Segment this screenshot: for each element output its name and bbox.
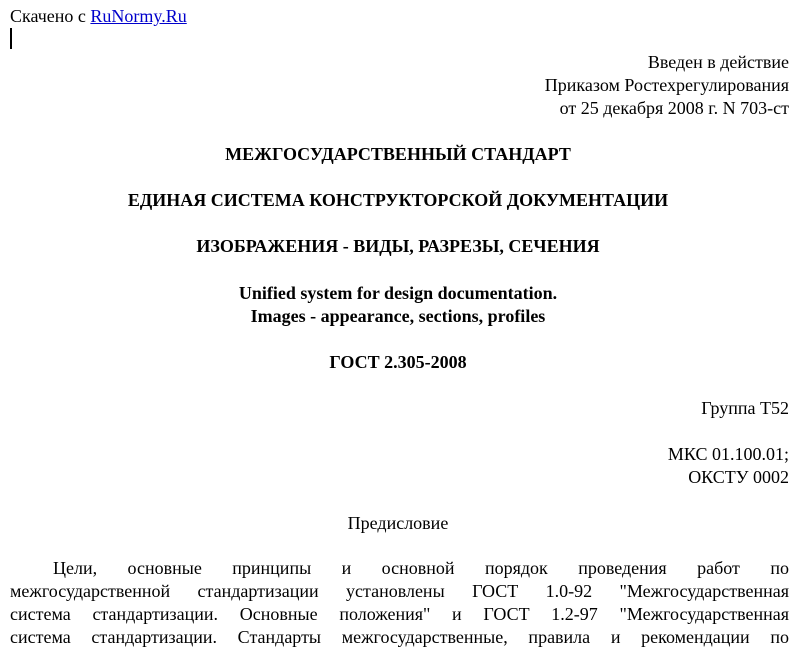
foreword-line: система стандартизации. Стандарты межгосударственные, правила и рекомендации по [10,627,789,647]
english-title-line-1: Unified system for design documentation. [238,283,558,303]
download-source-line [10,5,187,28]
subject-title: ИЗОБРАЖЕНИЯ - ВИДЫ, РАЗРЕЗЫ, СЕЧЕНИЯ [196,236,600,256]
foreword-paragraph [10,557,789,649]
standard-type-title: МЕЖГОСУДАРСТВЕННЫЙ СТАНДАРТ [225,144,571,164]
download-prefix: Скачено с [10,6,86,26]
foreword-line: межгосударственной стандартизации установлены ГОСТ 1.0-92 "Межгосударственная [10,581,789,601]
intro-line-2: Приказом Ростехрегулирования [544,75,789,95]
okstu-code: ОКСТУ 0002 [688,467,789,487]
group-code: Группа Т52 [701,398,789,418]
text-cursor [10,28,12,49]
system-title: ЕДИНАЯ СИСТЕМА КОНСТРУКТОРСКОЙ ДОКУМЕНТАЦИИ [127,190,669,210]
intro-line-3: от 25 декабря 2008 г. N 703-ст [559,98,789,118]
runormy-link[interactable]: RuNormy.Ru [90,6,187,26]
english-title-line-2: Images - appearance, sections, profiles [250,306,546,326]
foreword-line: система стандартизации. Основные положения" и ГОСТ 1.2-97 "Межгосударственная [10,604,789,624]
foreword-heading: Предисловие [347,513,449,533]
gost-number: ГОСТ 2.305-2008 [329,352,467,372]
intro-line-1: Введен в действие [647,52,789,72]
foreword-line: Цели, основные принципы и основной порядок проведения работ по [53,558,789,578]
mks-code: МКС 01.100.01; [667,444,789,464]
